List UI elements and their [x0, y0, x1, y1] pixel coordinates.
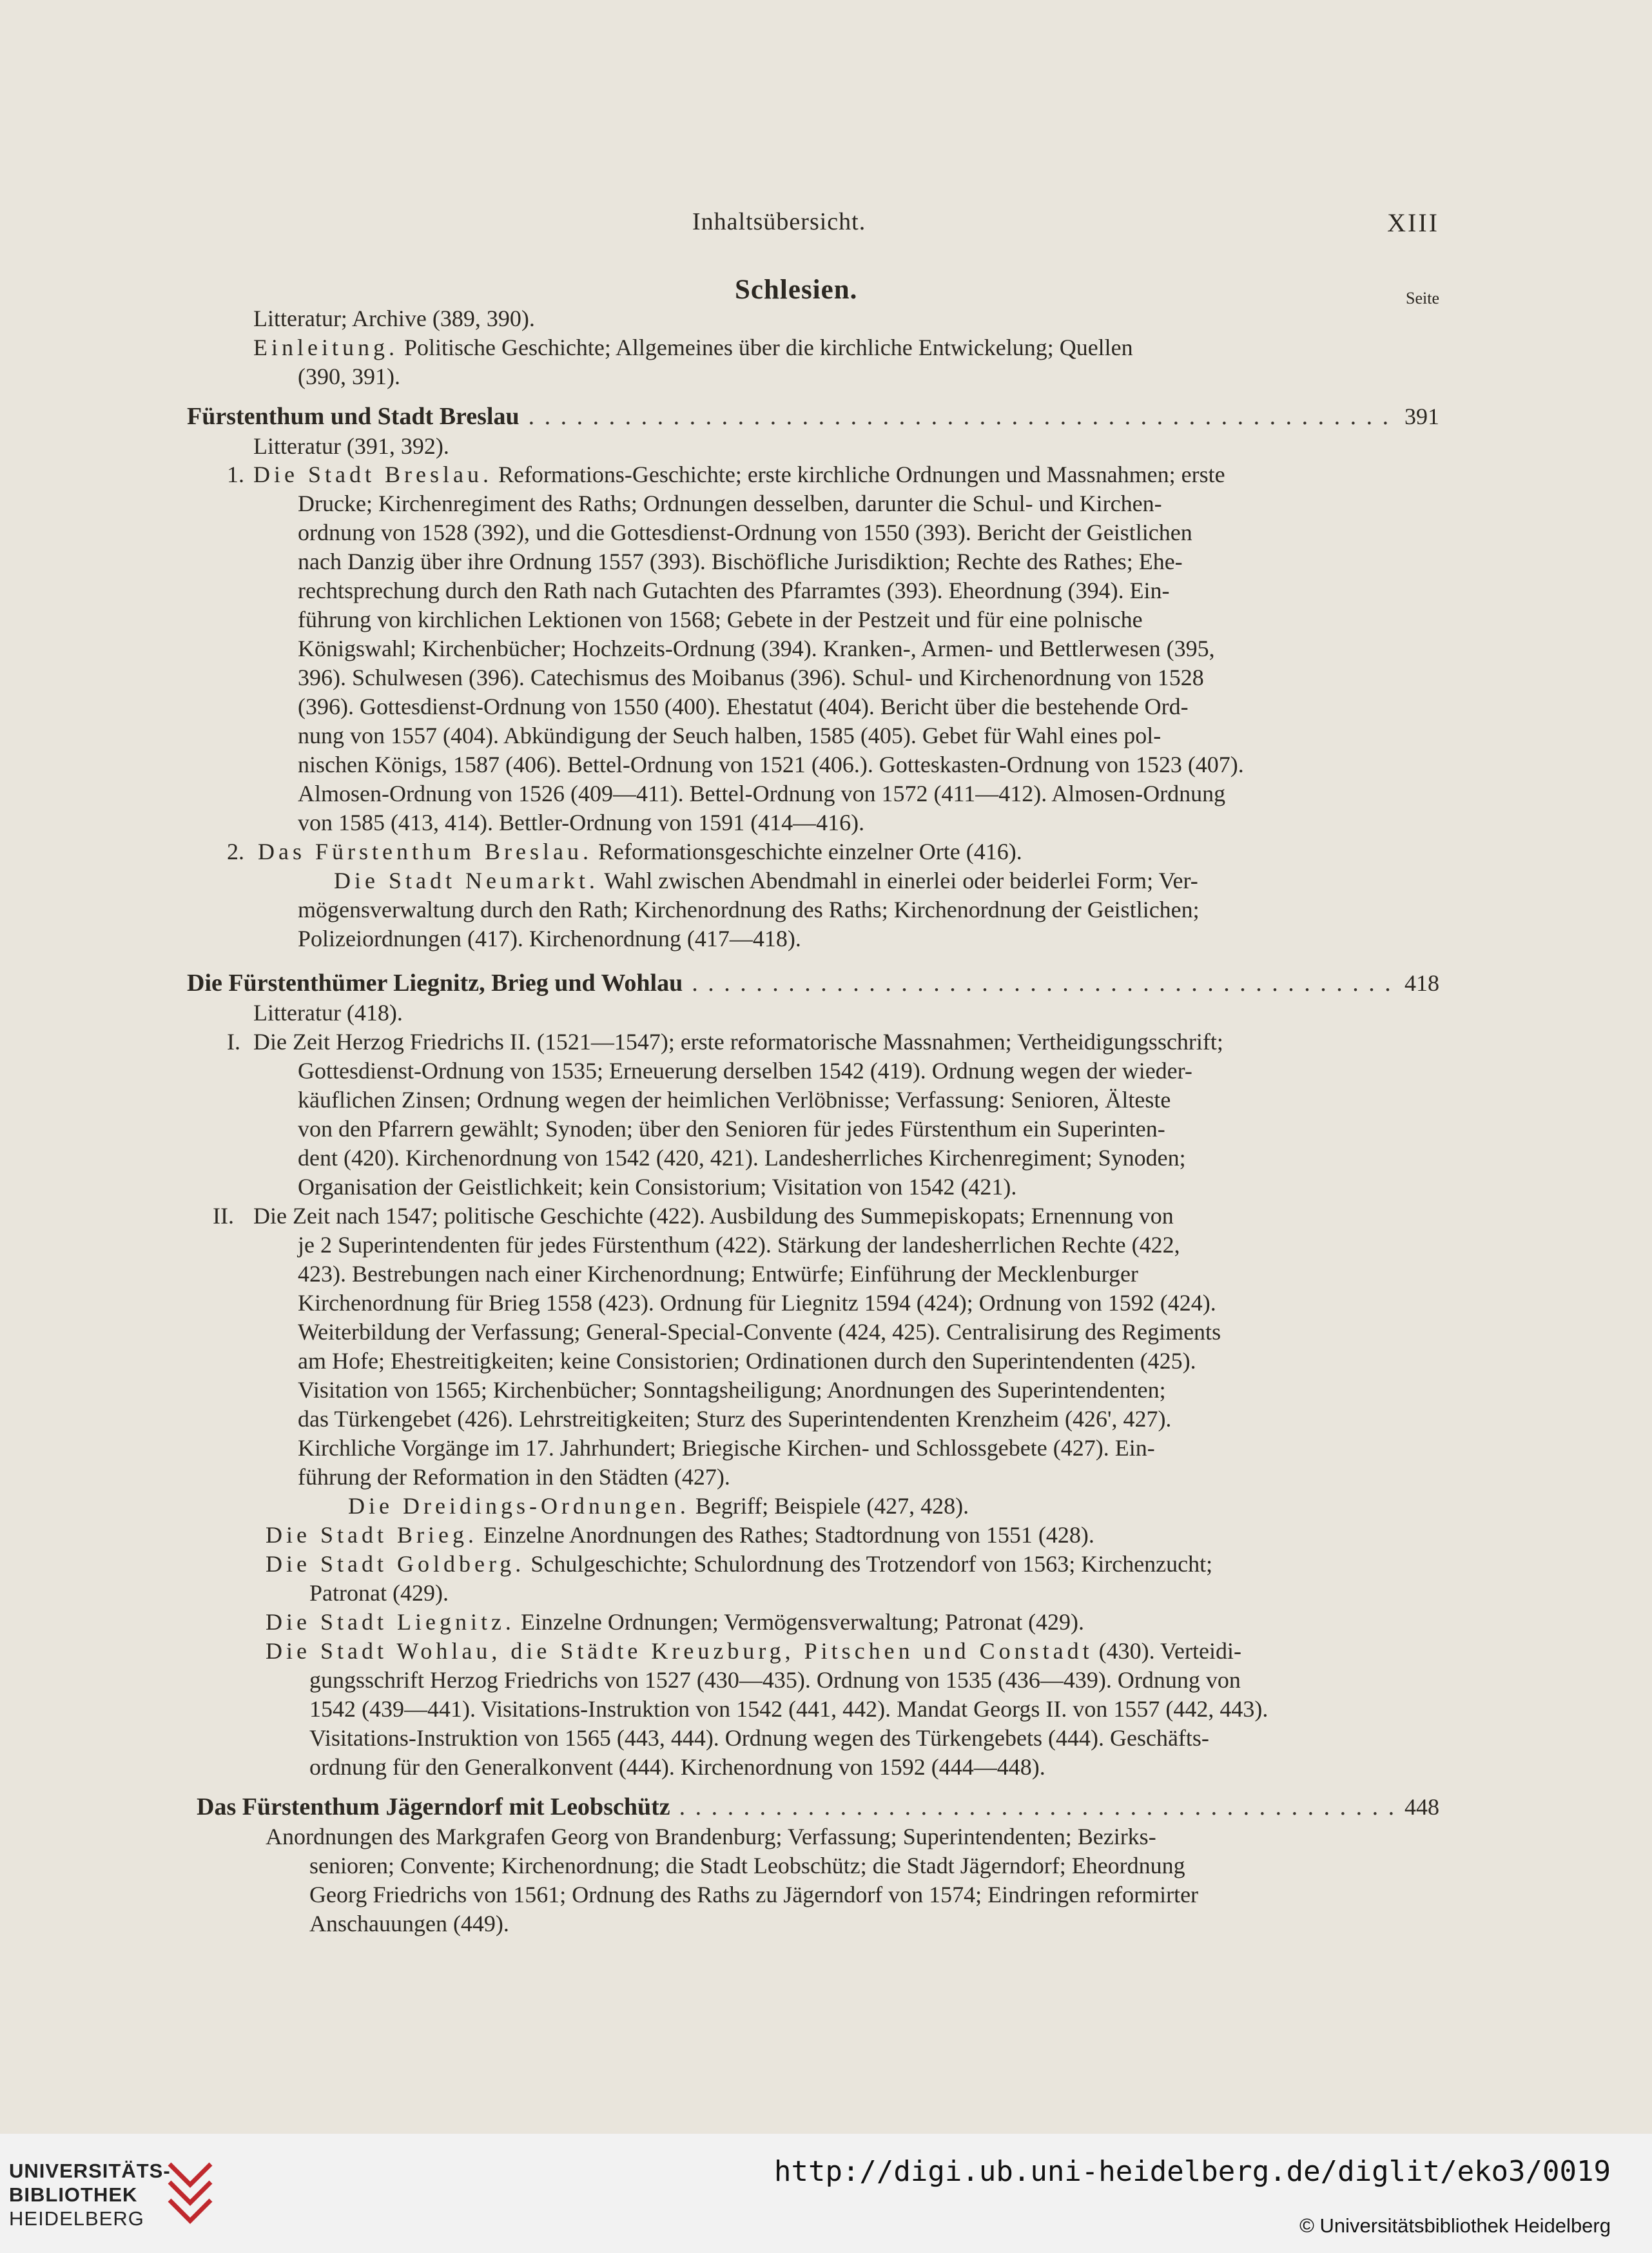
liegnitz-i-line-1: Die Zeit Herzog Friedrichs II. (1521—1547); erste reformatorische Massnahmen; Vertheidigungsschrift; — [253, 1029, 1223, 1055]
page-number-roman: XIII — [1387, 208, 1439, 237]
heading-page: 448 — [1404, 1794, 1439, 1820]
breslau-line-9: (396). Gottesdienst-Ordnung von 1550 (400). Ehestatut (404). Bericht über die bestehende Ord- — [298, 694, 1189, 719]
liegnitz-i-line-6: Organisation der Geistlichkeit; kein Consistorium; Visitation von 1542 (421). — [298, 1174, 1017, 1200]
liegnitz-ii-line-4: Kirchenordnung für Brieg 1558 (423). Ordnung für Liegnitz 1594 (424); Ordnung von 1592 (424). — [298, 1290, 1216, 1316]
breslau-line-13: von 1585 (413, 414). Bettler-Ordnung von 1591 (414—416). — [298, 810, 865, 835]
liegnitz-i-line-2: Gottesdienst-Ordnung von 1535; Erneuerung derselben 1542 (419). Ordnung wegen der wieder- — [298, 1058, 1192, 1084]
section-title: Schlesien. — [735, 275, 858, 305]
breslau-line-5: rechtsprechung durch den Rath nach Gutachten des Pfarramtes (393). Eheordnung (394). Ein- — [298, 578, 1170, 603]
dot-leader — [692, 968, 1395, 998]
liegnitz-i-line-5: dent (420). Kirchenordnung von 1542 (420, 421). Landesherrliches Kirchenregiment; Synoden; — [298, 1145, 1186, 1171]
dot-leader — [679, 1792, 1395, 1822]
liegnitz-ii-line-1: Die Zeit nach 1547; politische Geschichte (422). Ausbildung des Summepiskopats; Ernennung von — [253, 1203, 1174, 1229]
wohlau-line-4: Visitations-Instruktion von 1565 (443, 444). Ordnung wegen des Türkengebets (444). Geschäfts- — [309, 1725, 1209, 1751]
running-header: Inhaltsübersicht. — [692, 208, 866, 235]
breslau-line-10: nung von 1557 (404). Abkündigung der Seuch halben, 1585 (405). Gebet für Wahl eines pol- — [298, 723, 1161, 748]
neumarkt-line-3: Polizeiordnungen (417). Kirchenordnung (417—418). — [298, 926, 801, 951]
library-logo-line-2: BIBLIOTHEK — [9, 2183, 138, 2206]
roman-numeral: II. — [213, 1203, 234, 1229]
toc-heading-breslau — [187, 402, 1439, 431]
heading-title: Das Fürstenthum Jägerndorf mit Leobschütz — [197, 1793, 670, 1820]
jaegerndorf-line-3: Georg Friedrichs von 1561; Ordnung des Raths zu Jägerndorf von 1574; Eindringen reformirter — [309, 1882, 1199, 1907]
heading-page: 418 — [1404, 970, 1439, 996]
permalink-url[interactable]: http://digi.ub.uni-heidelberg.de/diglit/eko3/0019 — [773, 2155, 1611, 2188]
neumarkt-line-2: mögensverwaltung durch den Rath; Kirchenordnung des Raths; Kirchenordnung der Geistlichen; — [298, 897, 1200, 922]
liegnitz-ii-line-8: das Türkengebet (426). Lehrstreitigkeiten; Sturz des Superintendenten Krenzheim (426', 427). — [298, 1406, 1172, 1432]
goldberg-line-1: Die Stadt Goldberg. Schulgeschichte; Schulordnung des Trotzendorf von 1563; Kirchenzucht; — [266, 1551, 1213, 1577]
dot-leader — [529, 402, 1395, 431]
liegnitz-ii-line-5: Weiterbildung der Verfassung; General-Special-Convente (424, 425). Centralisirung des Regiments — [298, 1319, 1221, 1345]
seite-label: Seite — [1406, 289, 1439, 307]
liegnitz-stadt-line: Die Stadt Liegnitz. Einzelne Ordnungen; Vermögensverwaltung; Patronat (429). — [266, 1609, 1085, 1635]
intro-line-3: (390, 391). — [298, 364, 400, 389]
fuerstenthum-breslau-line: Das Fürstenthum Breslau. Reformationsgeschichte einzelner Orte (416). — [258, 839, 1022, 864]
copyright-notice: © Universitätsbibliothek Heidelberg — [1299, 2214, 1611, 2237]
wohlau-line-2: gungsschrift Herzog Friedrichs von 1527 (430—435). Ordnung von 1535 (436—439). Ordnung von — [309, 1667, 1241, 1693]
liegnitz-literature: Litteratur (418). — [253, 1000, 403, 1026]
breslau-line-2: Drucke; Kirchenregiment des Raths; Ordnungen desselben, darunter die Schul- und Kirchen- — [298, 491, 1162, 516]
breslau-literature: Litteratur (391, 392). — [253, 433, 449, 459]
toc-heading-liegnitz — [187, 968, 1439, 998]
liegnitz-i-line-3: käuflichen Zinsen; Ordnung wegen der heimlichen Verlöbnisse; Verfassung: Senioren, Älteste — [298, 1087, 1171, 1113]
brieg-line: Die Stadt Brieg. Einzelne Anordnungen des Rathes; Stadtordnung von 1551 (428). — [266, 1522, 1094, 1548]
einleitung-spaced: Einleitung. — [253, 335, 398, 360]
wohlau-line-3: 1542 (439—441). Visitations-Instruktion von 1542 (441, 442). Mandat Georgs II. von 1557 (442, 443). — [309, 1696, 1268, 1722]
liegnitz-ii-line-6: am Hofe; Ehestreitigkeiten; keine Consistorien; Ordinationen durch den Superintendenten (425). — [298, 1348, 1196, 1374]
breslau-line-7: Königswahl; Kirchenbücher; Hochzeits-Ordnung (394). Kranken-, Armen- und Bettlerwesen (395, — [298, 636, 1215, 661]
wohlau-line-5: ordnung für den Generalkonvent (444). Kirchenordnung von 1592 (444—448). — [309, 1754, 1045, 1780]
library-logo-line-1: UNIVERSITÄTS- — [9, 2160, 171, 2182]
liegnitz-ii-line-9: Kirchliche Vorgänge im 17. Jahrhundert; Briegische Kirchen- und Schlossgebete (427). Ein- — [298, 1435, 1155, 1461]
breslau-line-1: Die Stadt Breslau. Reformations-Geschichte; erste kirchliche Ordnungen und Massnahmen; erste — [253, 462, 1225, 487]
item-number: 2. — [227, 839, 244, 864]
liegnitz-ii-line-7: Visitation von 1565; Kirchenbücher; Sonntagsheiligung; Anordnungen des Superintendenten; — [298, 1377, 1166, 1403]
wohlau-line-1: Die Stadt Wohlau, die Städte Kreuzburg, Pitschen und Constadt (430). Verteidi- — [266, 1638, 1241, 1664]
heading-page: 391 — [1404, 404, 1439, 429]
dreidings-line: Die Dreidings-Ordnungen. Begriff; Beispiele (427, 428). — [348, 1493, 969, 1519]
goldberg-line-2: Patronat (429). — [309, 1580, 449, 1606]
breslau-line-11: nischen Königs, 1587 (406). Bettel-Ordnung von 1521 (406.). Gotteskasten-Ordnung von 1523 (407). — [298, 752, 1244, 777]
breslau-line-4: nach Danzig über ihre Ordnung 1557 (393). Bischöfliche Jurisdiktion; Rechte des Rathes; Ehe- — [298, 549, 1183, 574]
roman-numeral: I. — [227, 1029, 240, 1055]
neumarkt-line-1: Die Stadt Neumarkt. Wahl zwischen Abendmahl in einerlei oder beiderlei Form; Ver- — [334, 868, 1198, 893]
heading-title: Fürstenthum und Stadt Breslau — [187, 403, 520, 430]
breslau-line-12: Almosen-Ordnung von 1526 (409—411). Bettel-Ordnung von 1572 (411—412). Almosen-Ordnung — [298, 781, 1226, 806]
intro-line-2: Einleitung. Politische Geschichte; Allgemeines über die kirchliche Entwickelung; Quellen — [253, 335, 1133, 360]
item-number: 1. — [227, 462, 244, 487]
jaegerndorf-line-2: senioren; Convente; Kirchenordnung; die Stadt Leobschütz; die Stadt Jägerndorf; Eheordnung — [309, 1853, 1185, 1878]
library-logo-line-3: HEIDELBERG — [9, 2207, 144, 2230]
liegnitz-ii-line-3: 423). Bestrebungen nach einer Kirchenordnung; Entwürfe; Einführung der Mecklenburger — [298, 1261, 1138, 1287]
jaegerndorf-line-1: Anordnungen des Markgrafen Georg von Brandenburg; Verfassung; Superintendenten; Bezirks- — [266, 1824, 1156, 1849]
jaegerndorf-line-4: Anschauungen (449). — [309, 1911, 509, 1936]
liegnitz-ii-line-2: je 2 Superintendenten für jedes Fürstenthum (422). Stärkung der landesherrlichen Rechte (422, — [298, 1232, 1180, 1258]
breslau-line-6: führung von kirchlichen Lektionen von 1568; Gebete in der Pestzeit und für eine polnische — [298, 607, 1143, 632]
liegnitz-ii-line-10: führung der Reformation in den Städten (427). — [298, 1464, 730, 1490]
breslau-line-3: ordnung von 1528 (392), und die Gottesdienst-Ordnung von 1550 (393). Bericht der Geistlichen — [298, 520, 1192, 545]
intro-line-1: Litteratur; Archive (389, 390). — [253, 306, 535, 331]
breslau-line-8: 396). Schulwesen (396). Catechismus des Moibanus (396). Schul- und Kirchenordnung von 1528 — [298, 665, 1204, 690]
library-logo-icon — [164, 2156, 216, 2227]
liegnitz-i-line-4: von den Pfarrern gewählt; Synoden; über den Senioren für jedes Fürstenthum ein Superinten- — [298, 1116, 1165, 1142]
toc-heading-jaegerndorf — [197, 1792, 1439, 1822]
heading-title: Die Fürstenthümer Liegnitz, Brieg und Wohlau — [187, 970, 683, 997]
